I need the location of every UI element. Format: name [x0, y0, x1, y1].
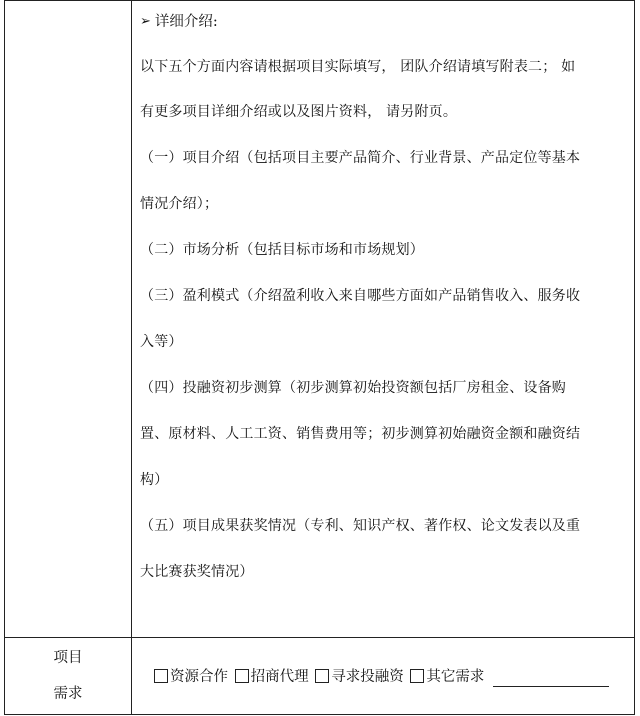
item-3-line-1: （三）盈利模式（介绍盈利收入来自哪些方面如产品销售收入、服务收	[140, 288, 581, 304]
option-label: 资源合作	[170, 669, 228, 686]
item-5-line-2: 大比赛获奖情况）	[140, 564, 254, 580]
item-3-line-2: 入等）	[140, 334, 183, 350]
option-other-needs[interactable]	[410, 665, 484, 686]
needs-label-cell	[5, 638, 132, 715]
detail-row	[5, 1, 635, 638]
project-form-table	[4, 0, 635, 715]
option-label: 寻求投融资	[331, 669, 404, 686]
checkbox-icon[interactable]	[315, 669, 329, 683]
item-4-line-1: （四）投融资初步测算（初步测算初始投资额包括厂房租金、设备购	[140, 380, 566, 396]
item-4-line-3: 构）	[140, 472, 169, 488]
item-2-line-1: （二）市场分析（包括目标市场和市场规划）	[140, 242, 424, 258]
detail-content-cell	[132, 1, 635, 638]
needs-options-cell	[132, 638, 635, 715]
checkbox-icon[interactable]	[154, 669, 168, 683]
option-seek-financing[interactable]	[315, 665, 404, 686]
needs-label-line-1: 项目	[53, 650, 83, 666]
arrow-bullet-icon: ➢	[140, 14, 151, 29]
needs-row	[5, 638, 635, 715]
checkbox-icon[interactable]	[410, 669, 424, 683]
intro-line-2: 有更多项目详细介绍或以及图片资料， 请另附页。	[140, 104, 458, 120]
item-4-line-2: 置、原材料、人工工资、销售费用等；初步测算初始融资金额和融资结	[140, 426, 581, 442]
checkbox-icon[interactable]	[235, 669, 249, 683]
option-label: 招商代理	[250, 669, 309, 686]
needs-label-line-2: 需求	[53, 686, 83, 702]
option-label: 其它需求	[426, 669, 485, 686]
option-investment-agency[interactable]	[235, 665, 309, 686]
item-1-line-2: 情况介绍）；	[140, 196, 219, 212]
detail-heading-text: 详细介绍:	[154, 14, 218, 30]
intro-line-1: 以下五个方面内容请根据项目实际填写， 团队介绍请填写附表二； 如	[140, 59, 576, 75]
item-5-line-1: （五）项目成果获奖情况（专利、知识产权、著作权、论文发表以及重	[140, 518, 581, 534]
option-resource-cooperation[interactable]	[154, 665, 228, 686]
item-1-line-1: （一）项目介绍（包括项目主要产品简介、行业背景、产品定位等基本	[140, 150, 581, 166]
detail-heading	[140, 11, 624, 33]
other-needs-blank-field[interactable]	[493, 672, 609, 687]
detail-label-cell	[5, 1, 132, 638]
